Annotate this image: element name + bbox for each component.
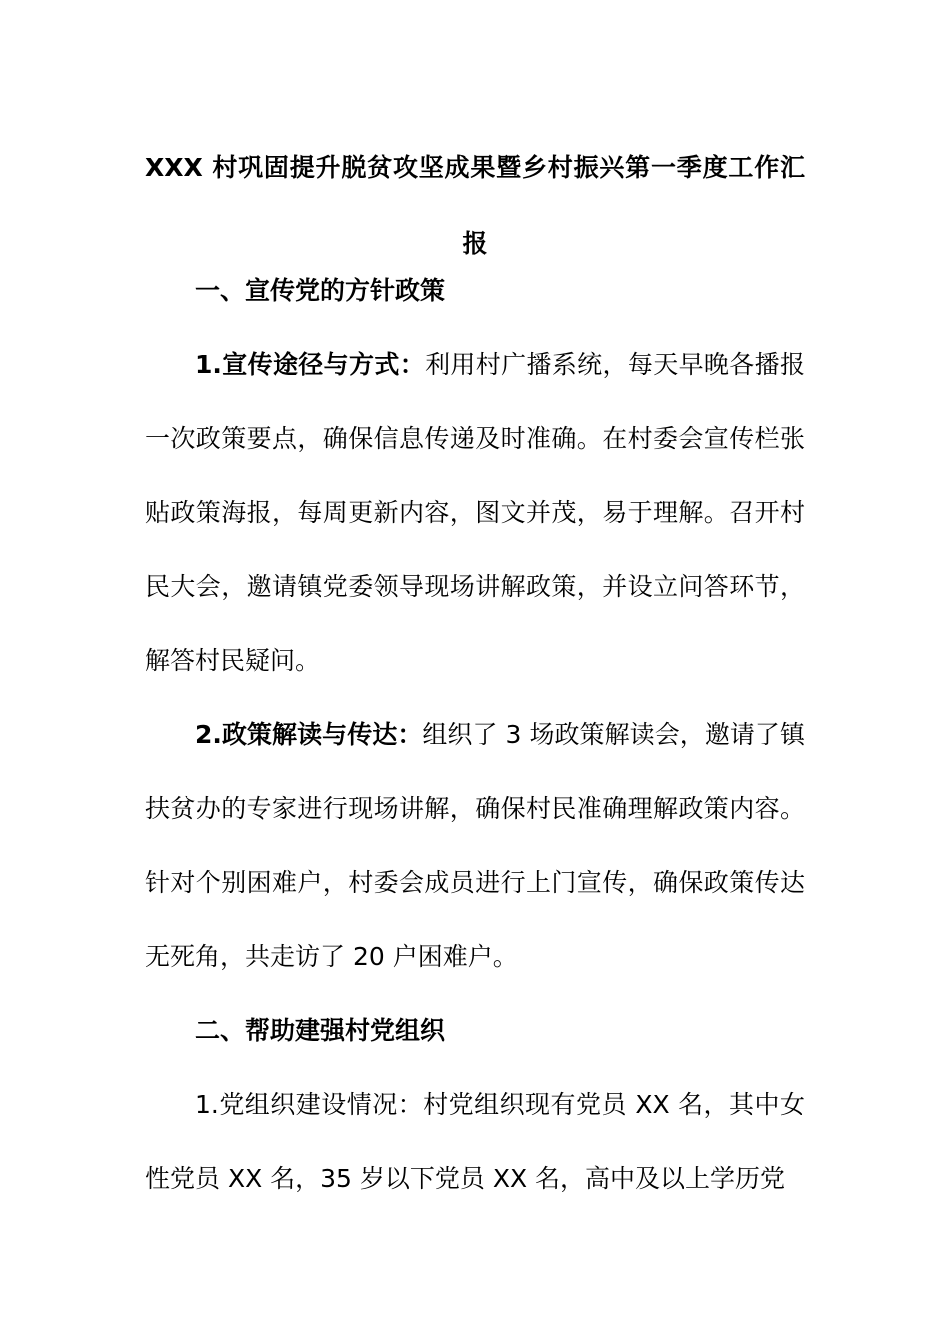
paragraph-1-2: [145, 698, 805, 994]
section-heading-2: 二、帮助建强村党组织: [195, 1016, 446, 1045]
section-heading-1: 一、宣传党的方针政策: [195, 276, 446, 305]
document-title: XXX 村巩固提升脱贫攻坚成果暨乡村振兴第一季度工作汇报: [145, 153, 805, 258]
paragraph-text: 组织了 3 场政策解读会，邀请了镇扶贫办的专家进行现场讲解，确保村民准确理解政策内容。针对个别困难户，村委会成员进行上门宣传，确保政策传达无死角，共走访了 20 户困难户。: [145, 720, 805, 971]
paragraph-label: 2.政策解读与传达：: [195, 720, 423, 749]
paragraph-label: 1.宣传途径与方式：: [195, 350, 426, 379]
paragraph-text: 利用村广播系统，每天早晚各播报一次政策要点，确保信息传递及时准确。在村委会宣传栏张贴政策海报，每周更新内容，图文并茂，易于理解。召开村民大会，邀请镇党委领导现场讲解政策，并设立问答环节，解答村民疑问。: [145, 350, 805, 675]
document-body: [145, 254, 805, 1216]
paragraph-1-1: [145, 328, 805, 698]
paragraph-2-1: 1.党组织建设情况：村党组织现有党员 XX 名，其中女性党员 XX 名，35 岁以下党员 XX 名，高中及以上学历党: [145, 1090, 805, 1193]
